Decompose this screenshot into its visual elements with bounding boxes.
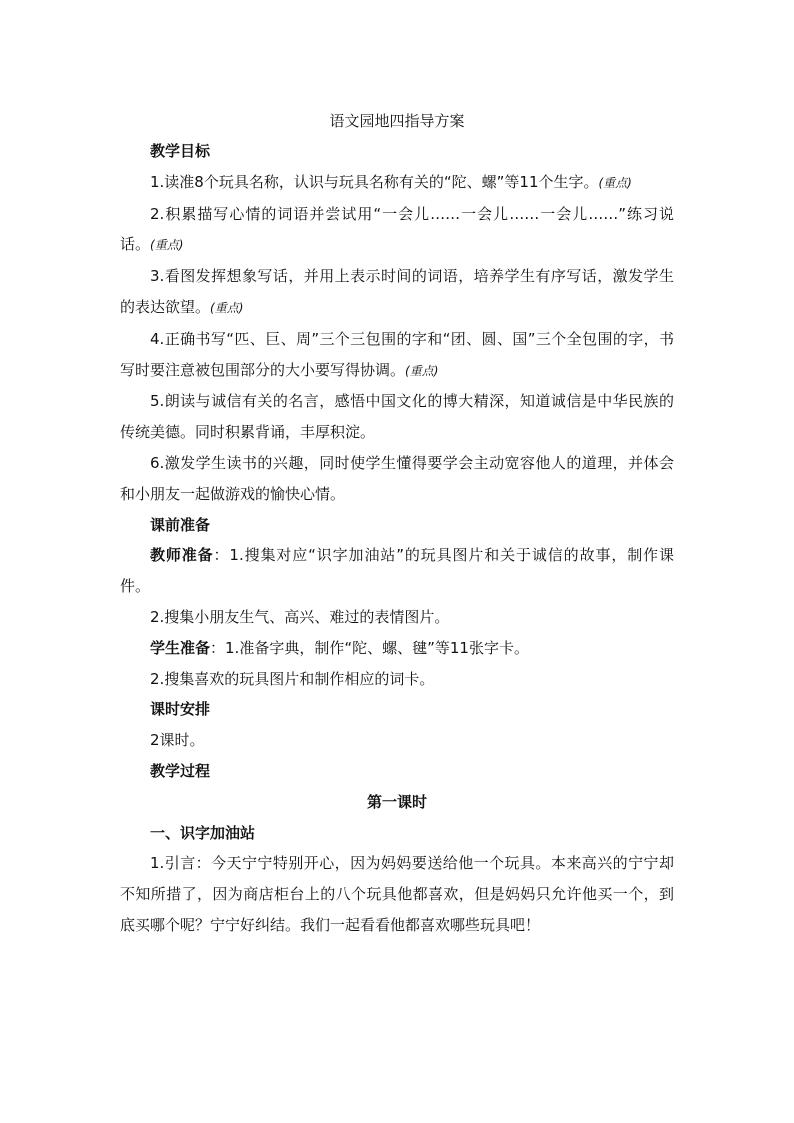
student-prep-text: ：1.准备字典，制作“陀、螺、毽”等11张字卡。 bbox=[210, 638, 529, 657]
objective-text: 3.看图发挥想象写话，并用上表示时间的词语，培养学生有序写话，激发学生的表达欲望。 bbox=[120, 267, 674, 316]
section1-title: 一、识字加油站 bbox=[150, 823, 256, 842]
teacher-prep-label: 教师准备 bbox=[150, 546, 214, 565]
teacher-prep-1 bbox=[120, 540, 674, 602]
objective-tag: (重点) bbox=[598, 175, 632, 190]
document-title: 语文园地四指导方案 bbox=[329, 112, 465, 130]
objective-item-6 bbox=[120, 448, 674, 510]
objective-item-2 bbox=[120, 199, 674, 262]
objective-text: 1.读准8个玩具名称，认识与玩具名称有关的“陀、螺”等11个生字。 bbox=[150, 172, 599, 191]
objective-item-5 bbox=[120, 386, 674, 448]
objective-text: 5.朗读与诚信有关的名言，感悟中国文化的博大精深，知道诚信是中华民族的传统美德。同时积累背诵，丰厚积淀。 bbox=[120, 392, 674, 442]
objective-item-4 bbox=[120, 324, 674, 387]
objective-text: 2.积累描写心情的词语并尝试用“一会儿……一会儿……一会儿……”练习说话。 bbox=[120, 204, 674, 254]
objective-text: 6.激发学生读书的兴趣，同时使学生懂得要学会主动宽容他人的道理，并体会和小朋友一起做游戏的愉快心情。 bbox=[120, 453, 674, 503]
objective-tag: (重点) bbox=[405, 363, 439, 378]
teacher-prep-text: ：1.搜集对应“识字加油站”的玩具图片和关于诚信的故事，制作课件。 bbox=[120, 546, 674, 596]
lesson-title: 第一课时 bbox=[366, 792, 427, 811]
section1-paragraph: 1.引言：今天宁宁特别开心，因为妈妈要送给他一个玩具。本来高兴的宁宁却不知所措了，因为商店柜台上的八个玩具他都喜欢，但是妈妈只允许他买一个，到底买哪个呢？宁宁好纠结。我们一起看看他都喜欢哪些玩具吧！ bbox=[120, 854, 674, 934]
student-prep-2: 2.搜集喜欢的玩具图片和制作相应的词卡。 bbox=[150, 669, 435, 688]
objectives-heading: 教学目标 bbox=[150, 142, 211, 160]
process-heading: 教学过程 bbox=[150, 761, 211, 780]
objective-tag: (重点) bbox=[150, 238, 184, 253]
schedule-heading: 课时安排 bbox=[150, 700, 211, 719]
objective-text: 4.正确书写“匹、巨、周”三个三包围的字和“团、圆、国”三个全包围的字，书写时要注意被包围部分的大小要写得协调。 bbox=[120, 329, 674, 379]
teacher-prep-2: 2.搜集小朋友生气、高兴、难过的表情图片。 bbox=[150, 607, 450, 626]
objective-tag: (重点) bbox=[210, 300, 244, 315]
prep-heading: 课前准备 bbox=[150, 515, 211, 534]
objective-item-3 bbox=[120, 261, 674, 324]
student-prep-label: 学生准备 bbox=[150, 638, 211, 657]
student-prep-1 bbox=[120, 633, 674, 664]
objective-item-1 bbox=[120, 167, 674, 199]
document-body bbox=[120, 106, 674, 941]
schedule-text: 2课时。 bbox=[150, 731, 205, 750]
